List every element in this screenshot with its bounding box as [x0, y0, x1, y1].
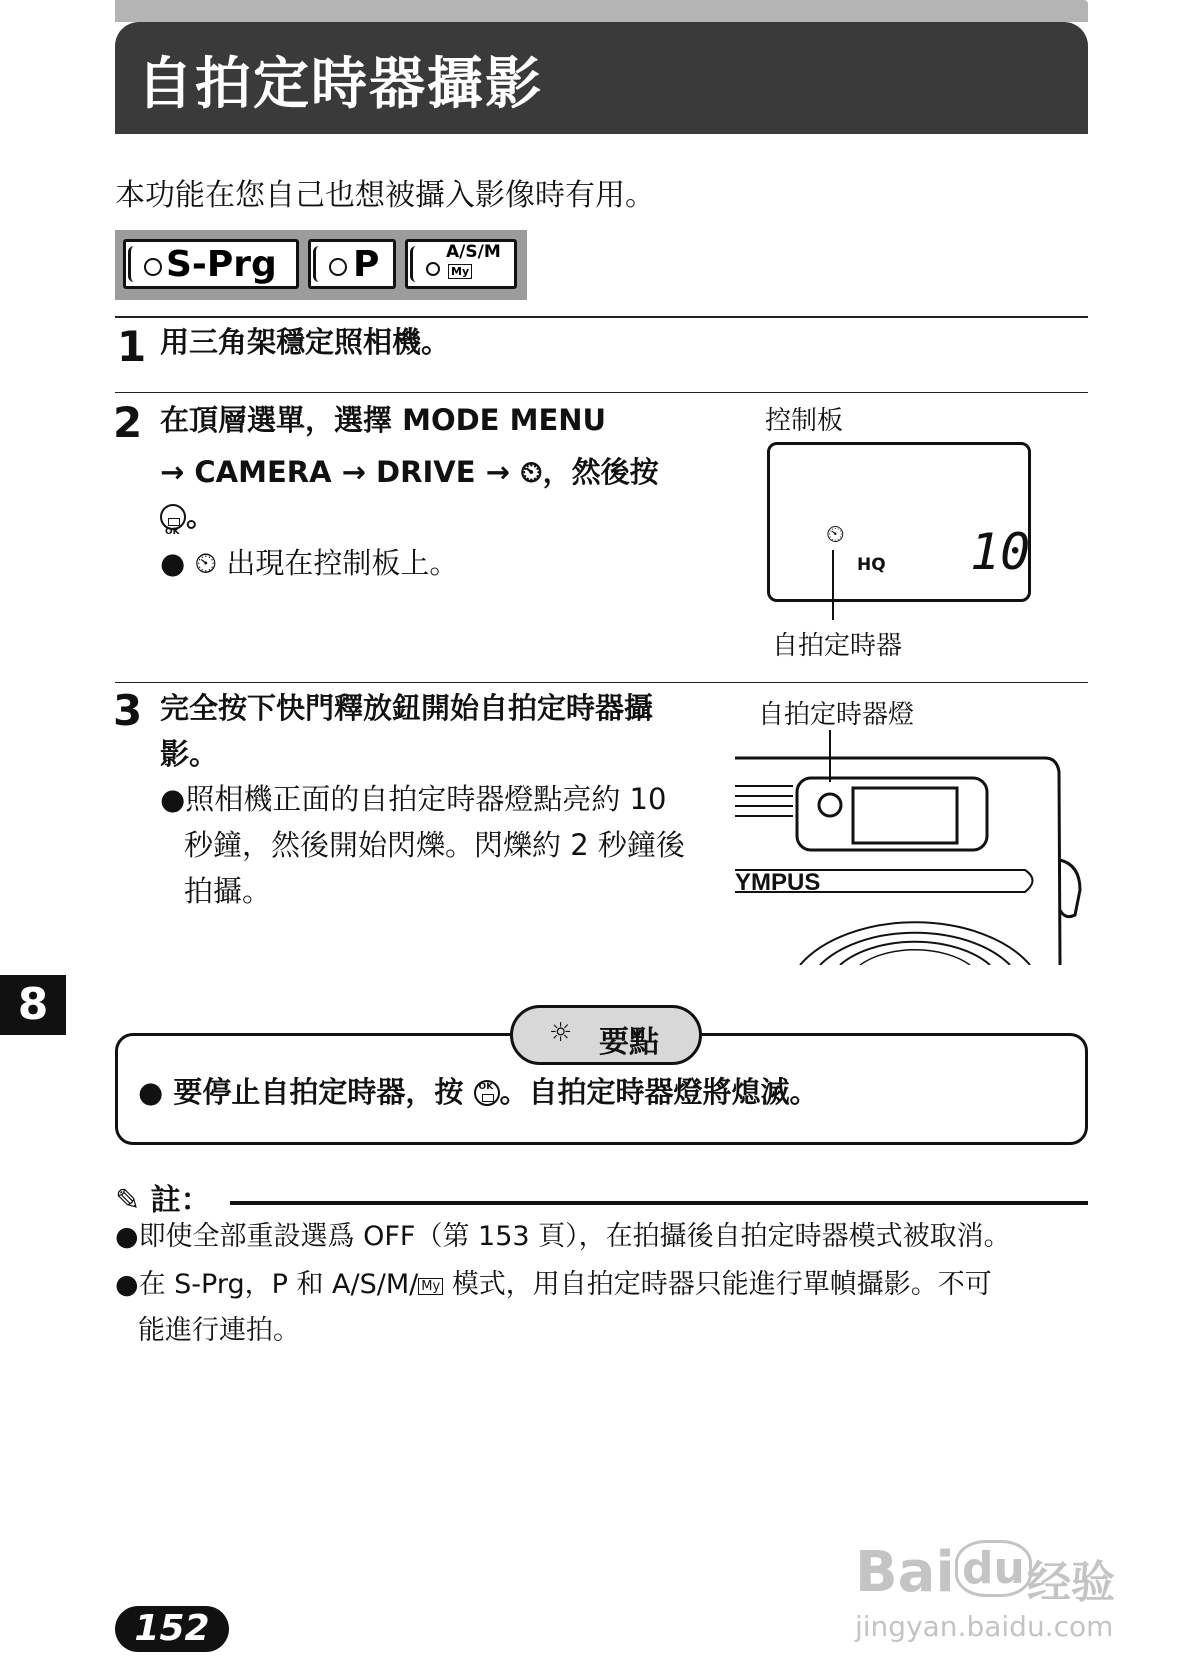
lens-ring — [800, 922, 1030, 965]
bullet-icon: ● — [160, 782, 186, 816]
step-1-text: 用三角架穩定照相機。 — [160, 325, 451, 359]
brand-label: YMPUS — [735, 869, 821, 896]
paw-logo-icon: du — [955, 1540, 1032, 1597]
header-top-strip — [115, 0, 1088, 22]
lightbulb-icon: ☼ — [549, 1018, 573, 1048]
mode-sprg-badge — [123, 239, 299, 289]
tips-text-part-a: 要停止自拍定時器，按 — [173, 1075, 464, 1109]
note-item-text: 模式，用自拍定時器只能進行單幀攝影。不可 — [443, 1269, 992, 1300]
step-3-bullet-line: 拍攝。 — [184, 874, 272, 908]
dial-notch-icon — [410, 246, 421, 282]
tips-tag — [510, 1005, 702, 1065]
dial-notch-icon — [313, 246, 324, 282]
lens-ring — [840, 942, 990, 965]
control-panel-label: 控制板 — [765, 406, 844, 436]
lens-ring — [820, 933, 1010, 965]
step-2-line-1: 在頂層選單，選擇 MODE MENU — [160, 403, 607, 437]
note-item-2-cont: 能進行連拍。 — [138, 1315, 300, 1346]
strap-lug — [1060, 860, 1080, 917]
watermark-text: Bai — [855, 1540, 955, 1605]
viewfinder-window — [853, 788, 957, 843]
step-2-line-2 — [160, 446, 659, 498]
tips-tag-label: 要點 — [599, 1025, 659, 1060]
bullet-icon: ● — [115, 1221, 139, 1252]
note-item-text: 在 S-Prg，P 和 A/S/M/ — [138, 1269, 419, 1300]
watermark-url: jingyan.baidu.com — [855, 1610, 1114, 1643]
page-number: 152 — [115, 1606, 229, 1652]
frame-count: 10 — [970, 523, 1031, 581]
mode-p-badge — [308, 239, 396, 289]
tips-text-part-b: 。自拍定時器燈將熄滅。 — [499, 1075, 819, 1109]
step-2-path-text: → CAMERA → DRIVE → — [160, 455, 520, 489]
notes-heading — [115, 1175, 211, 1219]
bullet-icon: ● — [160, 546, 186, 580]
page-title: 自拍定時器攝影 — [137, 52, 543, 117]
step-number-1: 1 — [117, 322, 147, 371]
chapter-tab: 8 — [0, 975, 66, 1035]
step-2-bullet-text: 出現在控制板上。 — [226, 546, 459, 580]
step-3-line-1: 完全按下快門釋放鈕開始自拍定時器攝 — [160, 691, 654, 725]
watermark-text: 经验 — [1027, 1557, 1115, 1608]
note-item-text: 即使全部重設選爲 OFF（第 153 頁），在拍攝後自拍定時器模式被取消。 — [138, 1221, 1011, 1252]
bullet-icon: ● — [138, 1075, 164, 1109]
dial-notch-icon — [128, 246, 139, 282]
step-2-line-3 — [160, 490, 215, 542]
mode-sprg-label: S-Prg — [166, 244, 277, 285]
bullet-icon: ● — [115, 1269, 139, 1300]
mode-dot-icon — [426, 262, 440, 276]
step-3-bullet-line: 秒鐘，然後開始閃爍。閃爍約 2 秒鐘後 — [184, 828, 685, 862]
note-item-1 — [115, 1214, 1011, 1260]
self-timer-label: 自拍定時器 — [772, 631, 903, 661]
pointer-line — [832, 550, 834, 620]
notes-rule — [230, 1201, 1088, 1205]
my-mode-icon: My — [448, 264, 472, 279]
control-panel-diagram — [767, 442, 1031, 602]
intro-text: 本功能在您自己也想被攝入影像時有用。 — [115, 178, 655, 213]
step-2-bullet — [160, 540, 458, 586]
note-item-2 — [115, 1262, 992, 1310]
tips-text — [138, 1070, 819, 1111]
step-number-2: 2 — [113, 398, 143, 447]
step-3-bullet-line: 照相機正面的自拍定時器燈點亮約 10 — [185, 782, 667, 816]
camera-front-diagram — [735, 730, 1095, 965]
notes-heading-label: 註： — [150, 1183, 211, 1218]
step-number-3: 3 — [113, 686, 143, 735]
mode-asm-label: A/S/M — [446, 242, 501, 262]
ok-button-icon — [474, 1080, 500, 1106]
quality-indicator: HQ — [857, 555, 886, 575]
step-2-period: 。 — [186, 499, 216, 533]
mode-indicator-bar — [115, 230, 527, 300]
mode-dot-icon — [144, 258, 162, 276]
self-timer-icon: ⏲ — [520, 455, 543, 489]
step-divider — [115, 392, 1088, 393]
step-3-bullet — [160, 776, 666, 822]
lens-ring — [860, 950, 970, 965]
mode-p-label: P — [353, 244, 380, 285]
baidu-watermark — [855, 1540, 1145, 1650]
step-2-then-press-text: ，然後按 — [542, 455, 659, 489]
page-header — [115, 22, 1088, 134]
step-3-line-2: 影。 — [160, 737, 219, 771]
mode-dot-icon — [329, 258, 347, 276]
pencil-icon: ✎ — [115, 1183, 141, 1218]
self-timer-icon: ⏲ — [826, 520, 845, 548]
mode-asm-badge — [405, 239, 517, 289]
ok-button-icon — [160, 504, 186, 530]
self-timer-icon: ⏲ — [194, 546, 218, 580]
my-mode-icon: My — [418, 1278, 443, 1295]
self-timer-lamp-label: 自拍定時器燈 — [758, 700, 915, 730]
self-timer-lamp-icon — [819, 794, 841, 816]
